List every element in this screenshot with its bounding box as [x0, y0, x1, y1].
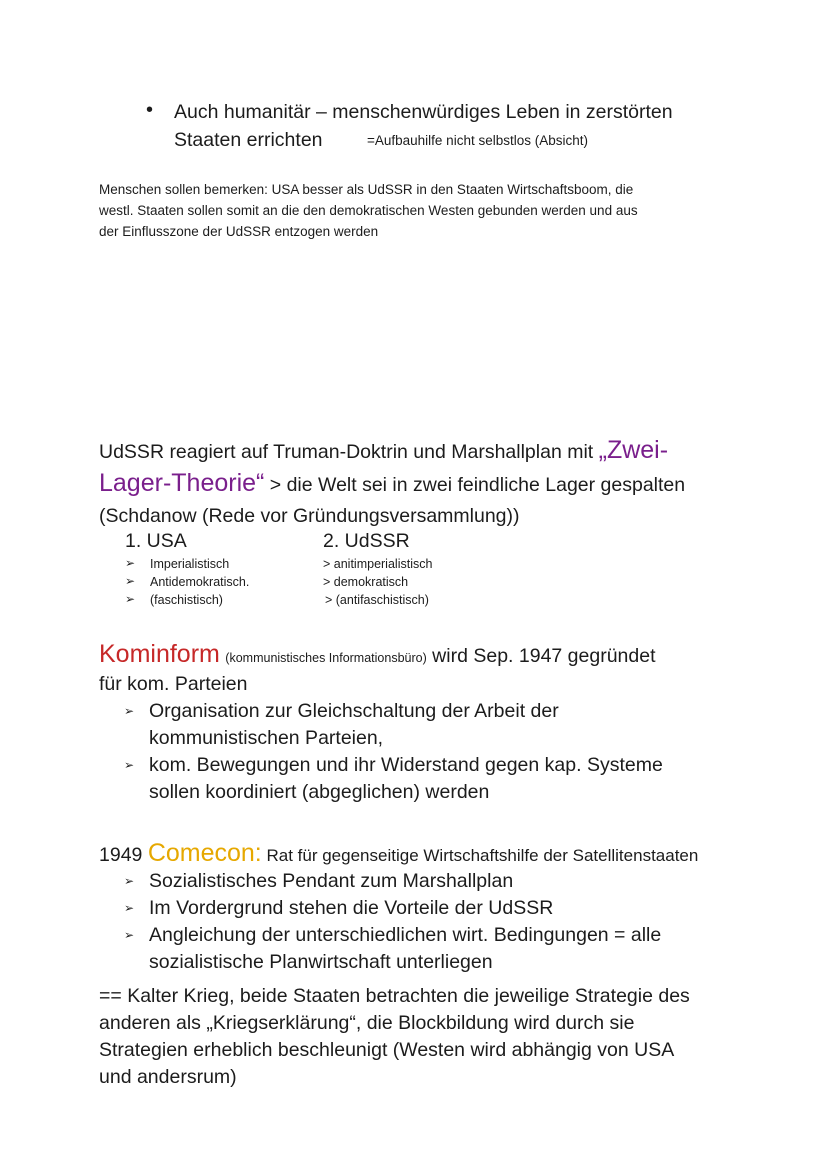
- conclusion-line-2: anderen als „Kriegserklärung“, die Blockbildung wird durch sie: [99, 1012, 635, 1034]
- col2-item: > anitimperialistisch: [323, 557, 433, 571]
- kominform-line2: für kom. Parteien: [99, 673, 248, 695]
- col1-item: Imperialistisch: [150, 557, 230, 571]
- kominform-title: Kominform: [99, 640, 220, 668]
- bullet-text-line2: Staaten errichten: [174, 129, 323, 151]
- col2-item: > (antifaschistisch): [325, 593, 429, 607]
- kominform-bullet-2-line1: kom. Bewegungen und ihr Widerstand gegen kap. Systeme: [149, 754, 663, 776]
- para-line-3: der Einflusszone der UdSSR entzogen werden: [99, 224, 379, 239]
- comecon-bullet-1: Sozialistisches Pendant zum Marshallplan: [149, 870, 514, 892]
- bullet-text-line1: Auch humanitär – menschenwürdiges Leben in zerstörten: [174, 101, 673, 123]
- zwei-lager-highlight-2: Lager-Theorie“: [99, 469, 265, 497]
- para-line-2: westl. Staaten sollen somit an die den demokratischen Westen gebunden werden und aus: [99, 203, 638, 218]
- intro-line2-rest: > die Welt sei in zwei feindliche Lager gespalten: [264, 474, 686, 496]
- arrow-icon: ➢: [124, 758, 135, 772]
- arrow-icon: ➢: [125, 592, 136, 606]
- kominform-rest: wird Sep. 1947 gegründet: [426, 645, 656, 667]
- kominform-bullet-2-line2: sollen koordiniert (abgeglichen) werden: [149, 781, 490, 803]
- col2-item: > demokratisch: [323, 575, 409, 589]
- col1-item: Antidemokratisch.: [150, 575, 250, 589]
- comecon-bullet-3-line1: Angleichung der unterschiedlichen wirt. Bedingungen = alle: [149, 924, 662, 946]
- arrow-icon: ➢: [125, 574, 136, 588]
- intro-line3: (Schdanow (Rede vor Gründungsversammlung)): [99, 505, 520, 527]
- kominform-bullet-1-line1: Organisation zur Gleichschaltung der Arbeit der: [149, 700, 559, 722]
- bullet-dot-icon: •: [146, 99, 154, 121]
- comecon-line1: [99, 840, 698, 869]
- conclusion-line-1: == Kalter Krieg, beide Staaten betrachten die jeweilige Strategie des: [99, 985, 690, 1007]
- zwei-lager-intro-line2: [99, 470, 685, 499]
- comecon-title: Comecon:: [147, 839, 262, 867]
- conclusion-line-4: und andersrum): [99, 1066, 237, 1088]
- col2-heading: 2. UdSSR: [323, 530, 410, 552]
- arrow-icon: ➢: [124, 928, 135, 942]
- comecon-year: 1949: [99, 844, 148, 866]
- zwei-lager-intro-line1: [99, 437, 668, 466]
- intro-text: UdSSR reagiert auf Truman-Doktrin und Marshallplan mit: [99, 441, 599, 463]
- zwei-lager-highlight-1: „Zwei-: [598, 436, 669, 464]
- conclusion-line-3: Strategien erheblich beschleunigt (Westen wird abhängig von USA: [99, 1039, 675, 1061]
- kominform-bullet-1-line2: kommunistischen Parteien,: [149, 727, 384, 749]
- kominform-note: (kommunistisches Informationsbüro): [225, 651, 427, 665]
- para-line-1: Menschen sollen bemerken: USA besser als UdSSR in den Staaten Wirtschaftsboom, die: [99, 182, 634, 197]
- col1-heading: 1. USA: [125, 530, 187, 552]
- col1-item: (faschistisch): [150, 593, 223, 607]
- arrow-icon: ➢: [124, 874, 135, 888]
- arrow-icon: ➢: [124, 704, 135, 718]
- comecon-bullet-2: Im Vordergrund stehen die Vorteile der UdSSR: [149, 897, 554, 919]
- bullet-note: =Aufbauhilfe nicht selbstlos (Absicht): [367, 133, 588, 148]
- arrow-icon: ➢: [124, 901, 135, 915]
- comecon-bullet-3-line2: sozialistische Planwirtschaft unterliegen: [149, 951, 493, 973]
- kominform-line1: [99, 641, 656, 672]
- comecon-rest: Rat für gegenseitige Wirtschaftshilfe der Satellitenstaaten: [261, 846, 699, 865]
- arrow-icon: ➢: [125, 556, 136, 570]
